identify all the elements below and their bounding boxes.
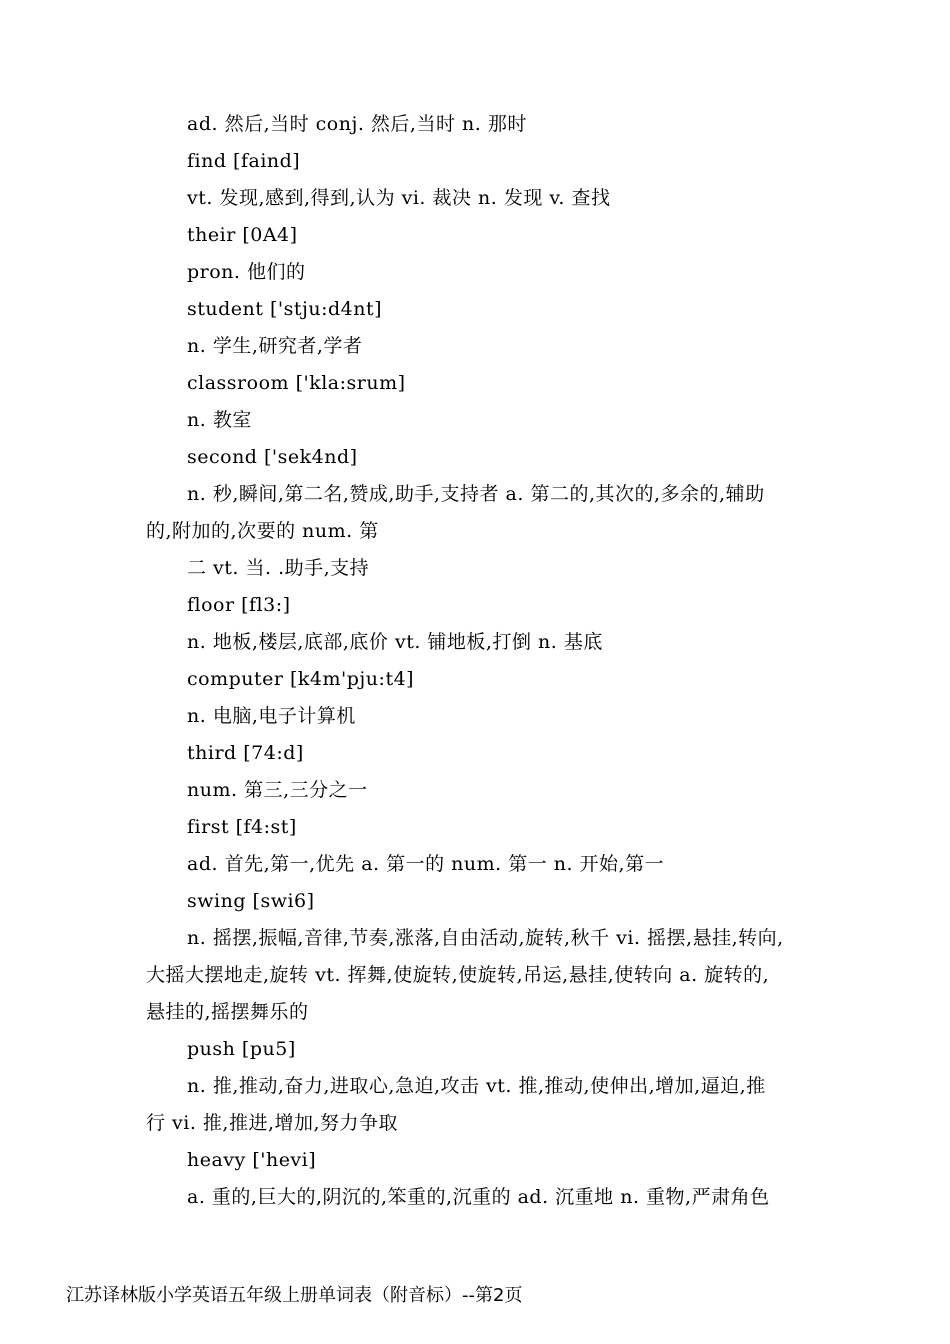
text-line: floor [fl3:]	[187, 594, 291, 616]
text-line: n. 电脑,电子计算机	[187, 705, 356, 727]
text-line: n. 教室	[187, 409, 252, 431]
text-line: n. 地板,楼层,底部,底价 vt. 铺地板,打倒 n. 基底	[187, 631, 603, 653]
text-line: n. 学生,研究者,学者	[187, 335, 363, 357]
vocabulary-list	[146, 106, 816, 1216]
text-line: 二 vt. 当. .助手,支持	[187, 557, 370, 579]
text-line: push [pu5]	[187, 1038, 296, 1060]
text-line: 的,附加的,次要的 num. 第	[146, 520, 379, 542]
text-line: find [faind]	[187, 150, 301, 172]
text-line: ad. 然后,当时 conj. 然后,当时 n. 那时	[187, 113, 527, 135]
text-line: pron. 他们的	[187, 261, 306, 283]
text-line: computer [k4m'pju:t4]	[187, 668, 415, 690]
text-line: n. 推,推动,奋力,进取心,急迫,攻击 vt. 推,推动,使伸出,增加,逼迫,推	[187, 1075, 766, 1097]
text-line: swing [swi6]	[187, 890, 315, 912]
text-line: n. 摇摆,振幅,音律,节奏,涨落,自由活动,旋转,秋千 vi. 摇摆,悬挂,转向,	[187, 927, 784, 949]
text-line: ad. 首先,第一,优先 a. 第一的 num. 第一 n. 开始,第一	[187, 853, 665, 875]
text-line: 行 vi. 推,推进,增加,努力争取	[146, 1112, 399, 1134]
text-line: num. 第三,三分之一	[187, 779, 368, 801]
text-line: their [0A4]	[187, 224, 298, 246]
text-line: 大摇大摆地走,旋转 vt. 挥舞,使旋转,使旋转,吊运,悬挂,使转向 a. 旋转的,	[146, 964, 770, 986]
text-line: n. 秒,瞬间,第二名,赞成,助手,支持者 a. 第二的,其次的,多余的,辅助	[187, 483, 765, 505]
text-line: a. 重的,巨大的,阴沉的,笨重的,沉重的 ad. 沉重地 n. 重物,严肃角色	[187, 1186, 770, 1208]
text-line: first [f4:st]	[187, 816, 297, 838]
text-line: third [74:d]	[187, 742, 304, 764]
text-line: second ['sek4nd]	[187, 446, 358, 468]
text-line: classroom ['kla:srum]	[187, 372, 406, 394]
text-line: 悬挂的,摇摆舞乐的	[146, 1001, 309, 1023]
text-line: student ['stju:d4nt]	[187, 298, 383, 320]
page-footer: 江苏译林版小学英语五年级上册单词表（附音标）--第2页	[66, 1285, 523, 1306]
text-line: vt. 发现,感到,得到,认为 vi. 裁决 n. 发现 v. 查找	[187, 187, 611, 209]
text-line: heavy ['hevi]	[187, 1149, 317, 1171]
